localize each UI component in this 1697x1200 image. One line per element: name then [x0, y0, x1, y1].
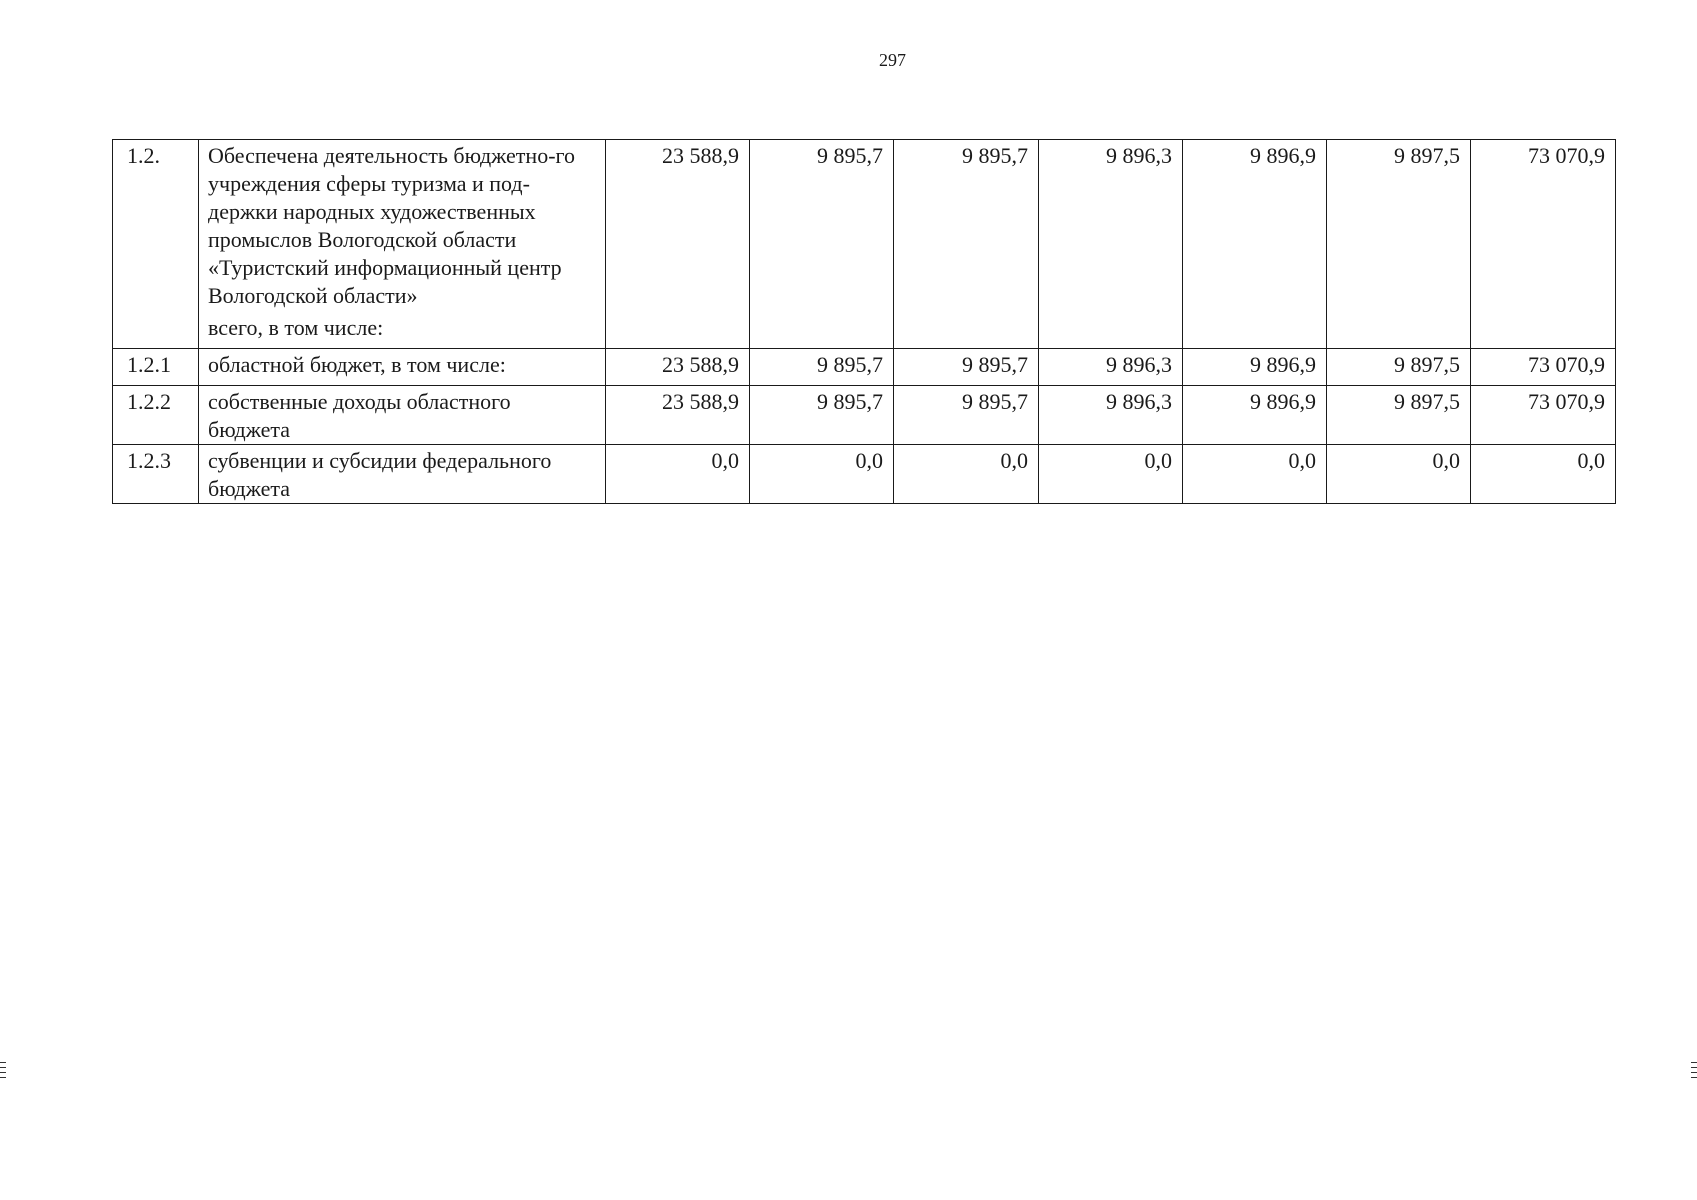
value-cell-total: 73 070,9: [1471, 386, 1616, 445]
value-cell: 9 897,5: [1327, 140, 1471, 349]
table-row: [113, 445, 1616, 504]
value-cell: 9 896,3: [1039, 140, 1183, 349]
value-cell-total: 0,0: [1471, 445, 1616, 504]
value-cell: 0,0: [1183, 445, 1327, 504]
row-description: [199, 140, 606, 349]
value-cell: 9 897,5: [1327, 386, 1471, 445]
row-description: собственные доходы областного бюджета: [199, 386, 606, 445]
row-description: субвенции и субсидии федерального бюджета: [199, 445, 606, 504]
page-number: 297: [879, 50, 906, 70]
value-cell-total: 73 070,9: [1471, 349, 1616, 386]
table-row: [113, 386, 1616, 445]
value-cell: 0,0: [894, 445, 1039, 504]
value-cell: 9 895,7: [894, 349, 1039, 386]
scan-edge-marks-right: [1691, 1062, 1697, 1082]
value-cell: 0,0: [1327, 445, 1471, 504]
value-cell: 9 895,7: [750, 386, 894, 445]
value-cell: 9 896,9: [1183, 140, 1327, 349]
budget-table: [112, 139, 1616, 504]
row-number: 1.2.2: [113, 386, 199, 445]
row-description-text: Обеспечена деятельность бюджетно-го учреждения сферы туризма и под-держки народных художественных промыслов Вологодской области «Туристский информационный центр Вологодской области»: [208, 143, 575, 308]
value-cell: 23 588,9: [606, 349, 750, 386]
scan-edge-marks-left: [0, 1062, 6, 1082]
table-row: [113, 140, 1616, 349]
value-cell: 23 588,9: [606, 140, 750, 349]
row-number: 1.2.3: [113, 445, 199, 504]
value-cell: 9 897,5: [1327, 349, 1471, 386]
value-cell: 9 896,3: [1039, 349, 1183, 386]
row-description-sub: всего, в том числе:: [208, 315, 384, 340]
value-cell: 9 895,7: [750, 140, 894, 349]
table-row: [113, 349, 1616, 386]
value-cell: 9 896,9: [1183, 349, 1327, 386]
value-cell: 9 895,7: [894, 386, 1039, 445]
value-cell: 0,0: [750, 445, 894, 504]
value-cell: 9 896,3: [1039, 386, 1183, 445]
value-cell-total: 73 070,9: [1471, 140, 1616, 349]
value-cell: 9 896,9: [1183, 386, 1327, 445]
row-number: 1.2.1: [113, 349, 199, 386]
value-cell: 23 588,9: [606, 386, 750, 445]
value-cell: 0,0: [606, 445, 750, 504]
value-cell: 0,0: [1039, 445, 1183, 504]
row-description: областной бюджет, в том числе:: [199, 349, 606, 386]
row-number: 1.2.: [113, 140, 199, 349]
value-cell: 9 895,7: [750, 349, 894, 386]
value-cell: 9 895,7: [894, 140, 1039, 349]
